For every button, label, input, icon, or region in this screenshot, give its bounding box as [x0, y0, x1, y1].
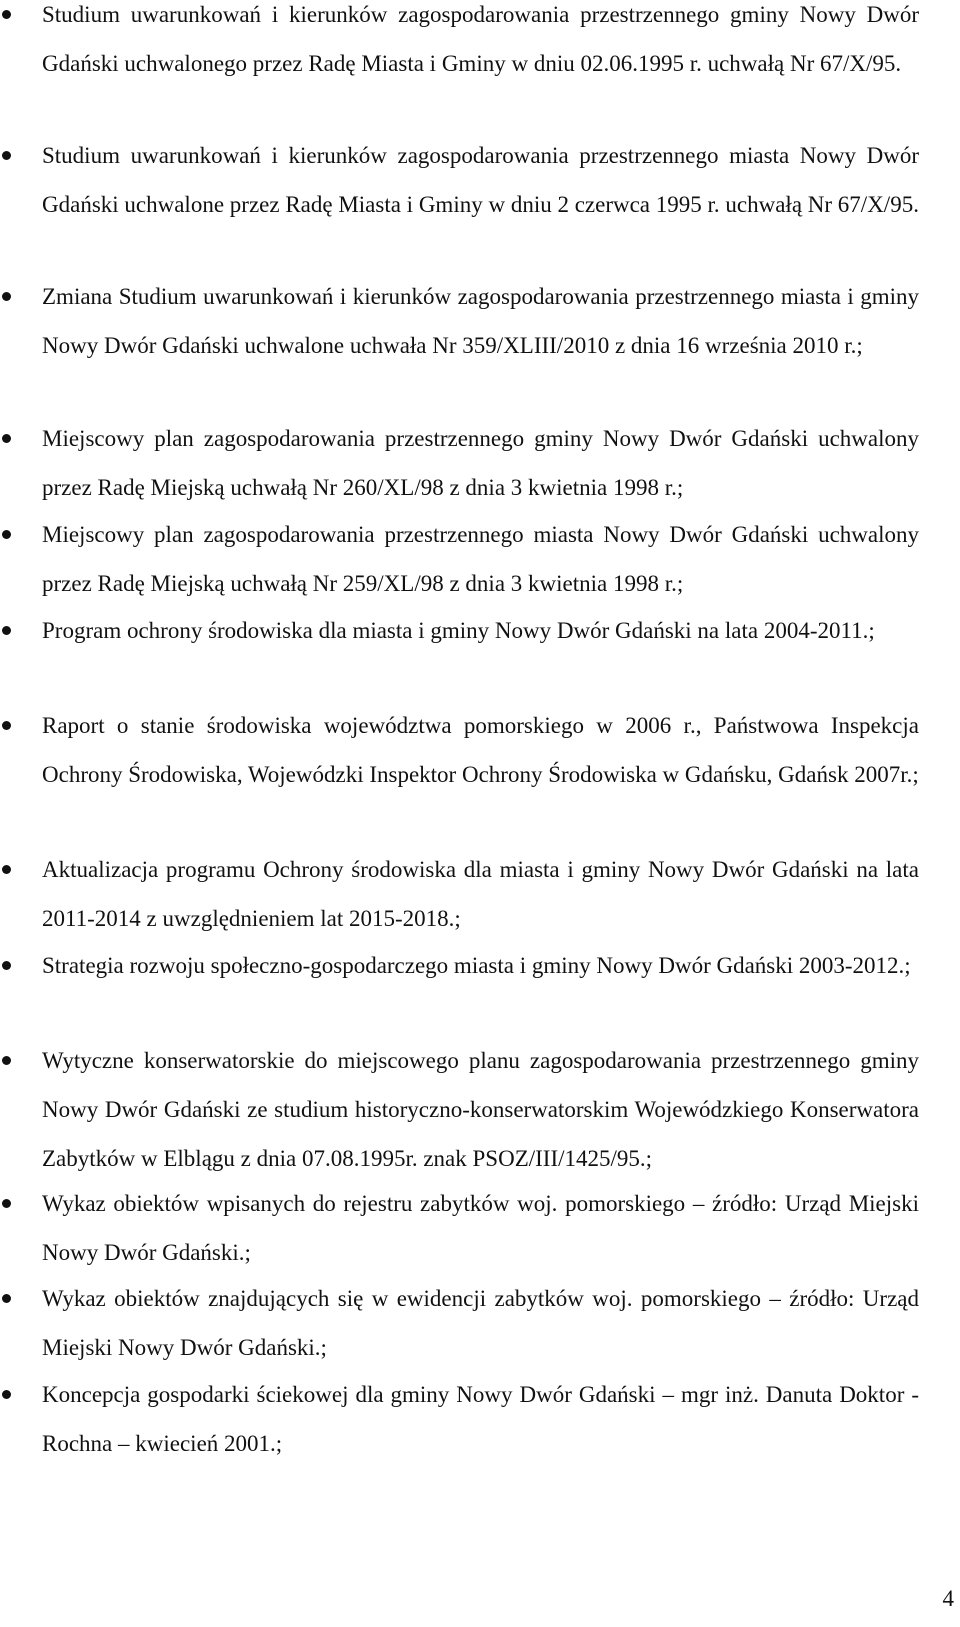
bullet-icon [2, 1199, 11, 1208]
bullet-icon [2, 1056, 11, 1065]
bullet-icon [2, 434, 11, 443]
bullet-icon [2, 961, 11, 970]
list-item-text: Aktualizacja programu Ochrony środowiska dla miasta i gminy Nowy Dwór Gdański na lata 2011-2014 z uwzględnieniem lat 2015-2018.; [42, 857, 919, 931]
bullet-icon [2, 865, 11, 874]
bullet-icon [2, 151, 11, 160]
list-item-text: Zmiana Studium uwarunkowań i kierunków zagospodarowania przestrzennego miasta i gminy Nowy Dwór Gdański uchwalone uchwała Nr 359/XLIII/2010 z dnia 16 września 2010 r.; [42, 284, 919, 358]
list-item-text: Miejscowy plan zagospodarowania przestrzennego miasta Nowy Dwór Gdański uchwalony przez Radę Miejską uchwałą Nr 259/XL/98 z dnia 3 kwietnia 1998 r.; [42, 522, 919, 596]
bullet-icon [2, 292, 11, 301]
list-item-text: Wytyczne konserwatorskie do miejscowego planu zagospodarowania przestrzennego gminy Nowy Dwór Gdański ze studium historyczno-konserwatorskim Wojewódzkiego Konserwatora Zabytków w Elblągu z dnia 07.08.1995r. znak PSOZ/III/1425/95.; [42, 1048, 919, 1171]
list-item-text: Strategia rozwoju społeczno-gospodarczego miasta i gminy Nowy Dwór Gdański 2003-2012.; [42, 953, 911, 978]
bullet-icon [2, 721, 11, 730]
list-item-text: Program ochrony środowiska dla miasta i gminy Nowy Dwór Gdański na lata 2004-2011.; [42, 618, 875, 643]
page-number: 4 [942, 1586, 954, 1611]
bullet-icon [2, 530, 11, 539]
bullet-icon [2, 10, 11, 19]
list-item-text: Miejscowy plan zagospodarowania przestrzennego gminy Nowy Dwór Gdański uchwalony przez Radę Miejską uchwałą Nr 260/XL/98 z dnia 3 kwietnia 1998 r.; [42, 426, 919, 500]
bullet-icon [2, 1390, 11, 1399]
bullet-icon [2, 1294, 11, 1303]
list-item-text: Studium uwarunkowań i kierunków zagospodarowania przestrzennego gminy Nowy Dwór Gdański uchwalonego przez Radę Miasta i Gminy w dniu 02.06.1995 r. uchwałą Nr 67/X/95. [42, 2, 919, 76]
list-item-text: Koncepcja gospodarki ściekowej dla gminy Nowy Dwór Gdański – mgr inż. Danuta Doktor -Rochna – kwiecień 2001.; [42, 1382, 919, 1456]
bullet-icon [2, 626, 11, 635]
list-item-text: Wykaz obiektów wpisanych do rejestru zabytków woj. pomorskiego – źródło: Urząd Miejski Nowy Dwór Gdański.; [42, 1191, 919, 1265]
list-item-text: Studium uwarunkowań i kierunków zagospodarowania przestrzennego miasta Nowy Dwór Gdański uchwalone przez Radę Miasta i Gminy w dniu 2 czerwca 1995 r. uchwałą Nr 67/X/95. [42, 143, 919, 217]
list-item-text: Raport o stanie środowiska województwa pomorskiego w 2006 r., Państwowa Inspekcja Ochrony Środowiska, Wojewódzki Inspektor Ochrony Środowiska w Gdańsku, Gdańsk 2007r.; [42, 713, 919, 787]
list-item-text: Wykaz obiektów znajdujących się w ewidencji zabytków woj. pomorskiego – źródło: Urząd Miejski Nowy Dwór Gdański.; [42, 1286, 919, 1360]
